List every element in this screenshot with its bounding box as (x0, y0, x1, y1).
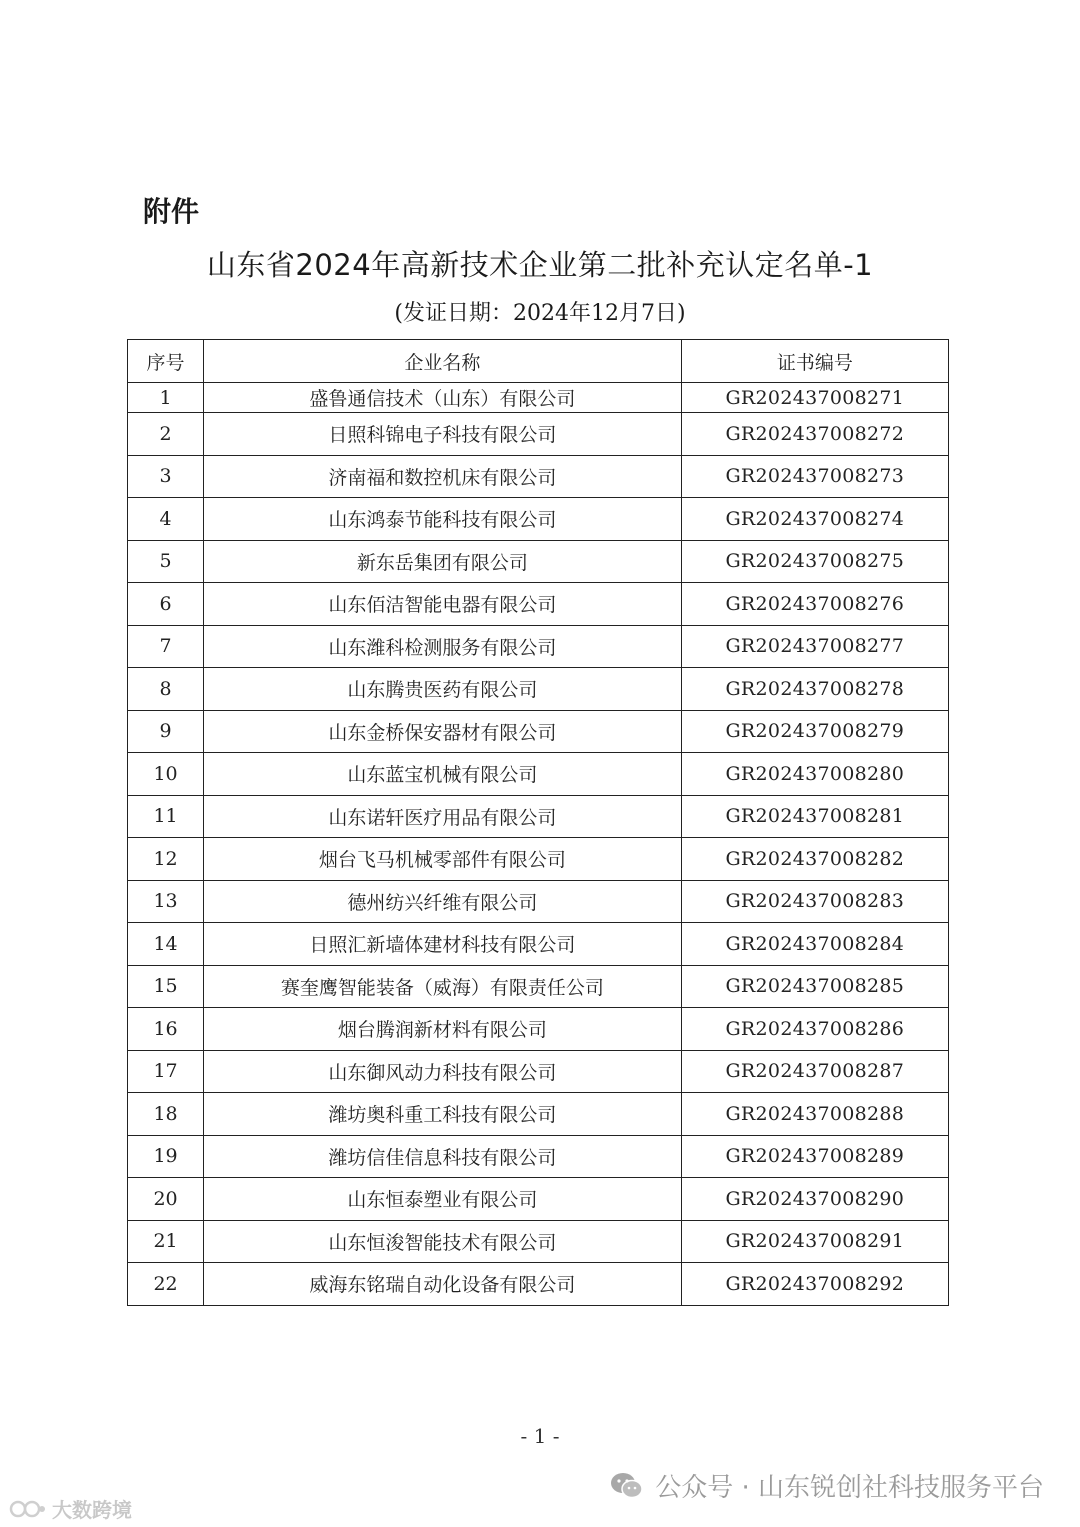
cell-certificate-number: GR202437008280 (681, 753, 948, 796)
watermark-official-account (609, 1467, 1044, 1504)
table-row (128, 710, 949, 753)
cell-certificate-number: GR202437008279 (681, 710, 948, 753)
cell-serial: 22 (128, 1263, 204, 1306)
cell-serial: 8 (128, 668, 204, 711)
cell-certificate-number: GR202437008273 (681, 455, 948, 498)
cell-serial: 5 (128, 540, 204, 583)
cell-certificate-number: GR202437008284 (681, 923, 948, 966)
cell-company-name: 山东恒泰塑业有限公司 (204, 1178, 682, 1221)
cell-serial: 3 (128, 455, 204, 498)
cell-company-name: 济南福和数控机床有限公司 (204, 455, 682, 498)
header-serial: 序号 (128, 340, 204, 383)
cell-serial: 16 (128, 1008, 204, 1051)
cell-company-name: 山东诺轩医疗用品有限公司 (204, 795, 682, 838)
header-company-name: 企业名称 (204, 340, 682, 383)
cell-company-name: 潍坊奥科重工科技有限公司 (204, 1093, 682, 1136)
cell-certificate-number: GR202437008285 (681, 965, 948, 1008)
table-row (128, 413, 949, 456)
table-row (128, 1050, 949, 1093)
cell-serial: 14 (128, 923, 204, 966)
cell-serial: 21 (128, 1220, 204, 1263)
cell-company-name: 日照科锦电子科技有限公司 (204, 413, 682, 456)
cell-serial: 19 (128, 1135, 204, 1178)
cell-serial: 7 (128, 625, 204, 668)
cell-certificate-number: GR202437008275 (681, 540, 948, 583)
wechat-icon (609, 1470, 645, 1502)
cell-certificate-number: GR202437008290 (681, 1178, 948, 1221)
cell-serial: 18 (128, 1093, 204, 1136)
table-row (128, 1008, 949, 1051)
watermark-text: 公众号 · 山东锐创社科技服务平台 (655, 1473, 1044, 1503)
page-number: - 1 - (520, 1424, 560, 1448)
cell-company-name: 烟台飞马机械零部件有限公司 (204, 838, 682, 881)
cell-serial: 13 (128, 880, 204, 923)
document-title: 山东省2024年高新技术企业第二批补充认定名单-1 (206, 248, 874, 282)
table-row (128, 498, 949, 541)
cell-company-name: 山东潍科检测服务有限公司 (204, 625, 682, 668)
cell-certificate-number: GR202437008281 (681, 795, 948, 838)
cell-serial: 1 (128, 383, 204, 413)
cell-certificate-number: GR202437008282 (681, 838, 948, 881)
cell-serial: 15 (128, 965, 204, 1008)
cell-company-name: 山东佰洁智能电器有限公司 (204, 583, 682, 626)
cell-company-name: 山东御风动力科技有限公司 (204, 1050, 682, 1093)
cell-company-name: 赛奎鹰智能装备（威海）有限责任公司 (204, 965, 682, 1008)
table-row (128, 668, 949, 711)
cell-serial: 20 (128, 1178, 204, 1221)
cell-certificate-number: GR202437008288 (681, 1093, 948, 1136)
cell-company-name: 新东岳集团有限公司 (204, 540, 682, 583)
cell-certificate-number: GR202437008278 (681, 668, 948, 711)
cell-certificate-number: GR202437008271 (681, 383, 948, 413)
cell-serial: 6 (128, 583, 204, 626)
cell-certificate-number: GR202437008292 (681, 1263, 948, 1306)
table-row (128, 383, 949, 413)
cell-serial: 2 (128, 413, 204, 456)
cell-company-name: 德州纺兴纤维有限公司 (204, 880, 682, 923)
attachment-label: 附件 (143, 195, 200, 228)
table-row (128, 753, 949, 796)
cell-certificate-number: GR202437008289 (681, 1135, 948, 1178)
table-row (128, 1135, 949, 1178)
cell-company-name: 烟台腾润新材料有限公司 (204, 1008, 682, 1051)
cell-certificate-number: GR202437008276 (681, 583, 948, 626)
cell-company-name: 日照汇新墙体建材科技有限公司 (204, 923, 682, 966)
cell-certificate-number: GR202437008286 (681, 1008, 948, 1051)
table-row (128, 455, 949, 498)
cell-serial: 9 (128, 710, 204, 753)
cell-certificate-number: GR202437008277 (681, 625, 948, 668)
brand-logo-icon (8, 1498, 48, 1520)
cell-company-name: 盛鲁通信技术（山东）有限公司 (204, 383, 682, 413)
table-row (128, 965, 949, 1008)
table-row (128, 1220, 949, 1263)
table-row (128, 795, 949, 838)
cell-serial: 4 (128, 498, 204, 541)
table-row (128, 1263, 949, 1306)
cell-serial: 12 (128, 838, 204, 881)
table-header-row (128, 340, 949, 383)
table-body (128, 383, 949, 1306)
table-row (128, 1178, 949, 1221)
cell-certificate-number: GR202437008272 (681, 413, 948, 456)
cell-serial: 10 (128, 753, 204, 796)
cell-company-name: 威海东铭瑞自动化设备有限公司 (204, 1263, 682, 1306)
issue-date-subtitle: (发证日期：2024年12月7日) (394, 301, 686, 326)
cell-company-name: 山东腾贵医药有限公司 (204, 668, 682, 711)
cell-serial: 11 (128, 795, 204, 838)
watermark-brand (8, 1494, 132, 1523)
cell-company-name: 山东蓝宝机械有限公司 (204, 753, 682, 796)
cell-company-name: 潍坊信佳信息科技有限公司 (204, 1135, 682, 1178)
cell-certificate-number: GR202437008287 (681, 1050, 948, 1093)
cell-company-name: 山东鸿泰节能科技有限公司 (204, 498, 682, 541)
enterprise-table (127, 339, 949, 1306)
cell-certificate-number: GR202437008283 (681, 880, 948, 923)
table-row (128, 625, 949, 668)
cell-serial: 17 (128, 1050, 204, 1093)
cell-certificate-number: GR202437008291 (681, 1220, 948, 1263)
table-row (128, 923, 949, 966)
table-row (128, 838, 949, 881)
header-certificate-number: 证书编号 (681, 340, 948, 383)
table-row (128, 880, 949, 923)
table-row (128, 583, 949, 626)
cell-certificate-number: GR202437008274 (681, 498, 948, 541)
brand-text: 大数跨境 (52, 1498, 132, 1522)
cell-company-name: 山东金桥保安器材有限公司 (204, 710, 682, 753)
table-row (128, 540, 949, 583)
cell-company-name: 山东恒浚智能技术有限公司 (204, 1220, 682, 1263)
table-row (128, 1093, 949, 1136)
